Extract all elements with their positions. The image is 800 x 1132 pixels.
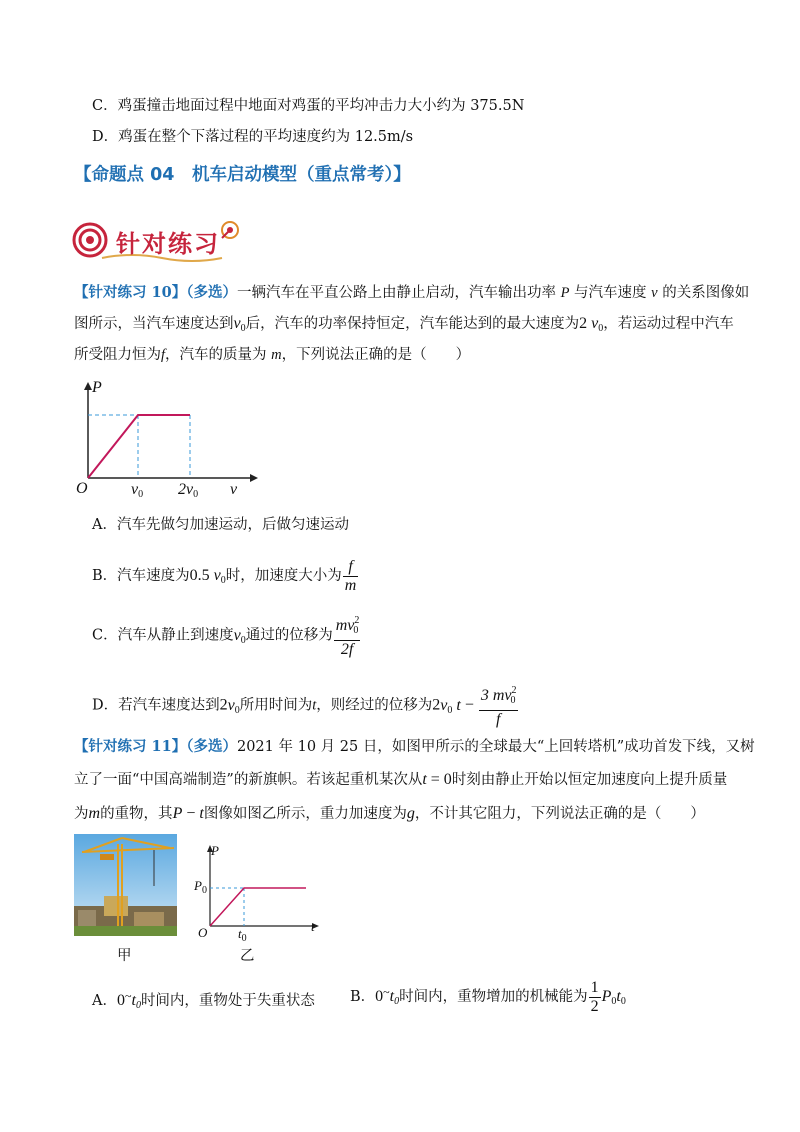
frac-f-over-m: $\frac{f}{m}$: [344, 557, 357, 594]
q11-option-a: A．$0^\sim t_0$时间内，重物处于失重状态: [92, 989, 315, 1011]
q11-line1: [74, 737, 755, 757]
crane-photo: [74, 834, 177, 936]
q11-graph-origin: O: [198, 925, 208, 940]
q10-text: 的关系图像如: [657, 285, 750, 301]
prev-option-d: D．鸡蛋在整个下落过程的平均速度约为 12.5m/s: [92, 129, 414, 145]
q10-option-b: B．汽车速度为0.5 $v_0$时，加速度大小为 $\frac{f}{m}$: [92, 557, 357, 594]
frac-one-half: $\frac{1}{2}$: [590, 978, 599, 1015]
q11-text: 2021 年 10 月 25 日，如图甲所示的全球最大“上回转塔机”成功首发下线，又树: [236, 739, 755, 755]
var-P: P: [560, 285, 570, 301]
q11-option-b: B．$0^\sim t_0$时间内，重物增加的机械能为 $\frac{1}{2}$ $P_0t_0$: [350, 978, 626, 1015]
var-v0: $v_0$: [591, 315, 604, 334]
figure-jia-label: 甲: [117, 948, 132, 964]
q11-line3: 为m的重物，其P − t图像如图乙所示，重力加速度为g，不计其它阻力，下列说法正确的是（ ）: [74, 805, 705, 822]
section-title: 【命题点 04 机车启动模型（重点常考）】: [74, 165, 411, 185]
q10-text: 与汽车速度: [569, 285, 652, 301]
var-f: f: [161, 347, 166, 363]
q10-text: 图所示，当汽车速度达到: [74, 316, 234, 332]
q11-multi: （多选）: [186, 738, 237, 755]
var-v: v: [651, 285, 658, 301]
q11-graph-t0: $t_0$: [238, 926, 247, 944]
q10-multi: （多选）: [186, 284, 237, 301]
q10-graph-tick-v0: $v_0$: [131, 481, 144, 500]
num-2: 2: [579, 315, 588, 332]
q10-text: ，若运动过程中汽车: [603, 316, 734, 332]
q10-line3: [74, 345, 470, 365]
q11-graph-p0: $P_0$: [194, 878, 207, 896]
q10-line1: [74, 283, 749, 303]
frac-mv0sq-over-2f: $\frac{mv^2_0}{2f}$: [334, 612, 361, 659]
q11-graph-xlabel: t: [311, 919, 315, 934]
q11-tag: 【针对练习 11】: [74, 738, 187, 755]
q10-graph-ylabel: P: [92, 379, 102, 396]
figure-yi-label: 乙: [240, 948, 255, 964]
q10-graph-tick-2v0: $2v_0$: [178, 481, 199, 500]
q10-line2: [74, 314, 734, 339]
power-curve: [210, 888, 306, 926]
banner-title: 针对练习: [116, 230, 220, 258]
q10-graph-origin: O: [76, 480, 88, 497]
x-axis-arrow: [250, 474, 258, 482]
q10-text: 一辆汽车在平直公路上由静止启动，汽车输出功率: [236, 285, 561, 301]
frac-3mv0sq-over-f: $\frac{3 mv^2_0}{f}$: [479, 682, 518, 729]
q10-option-c: C．汽车从静止到速度$v_0$通过的位移为 $\frac{mv^2_0}{2f}$: [92, 612, 361, 661]
q10-option-d: D．若汽车速度达到$2v_0$所用时间为t，则经过的位移为$2v_0$ t − $\frac{3 mv^2_0}{f}$: [92, 682, 519, 731]
q10-option-a: A．汽车先做匀加速运动，后做匀速运动: [92, 517, 349, 533]
var-v0: $v_0$: [233, 315, 246, 334]
q10-tag: 【针对练习 10】: [74, 284, 187, 301]
var-m: m: [271, 347, 282, 363]
prev-option-c: C．鸡蛋撞击地面过程中地面对鸡蛋的平均冲击力大小约为 375.5N: [92, 98, 525, 114]
q10-graph-xlabel: v: [230, 481, 238, 498]
power-curve: [88, 415, 190, 478]
q10-text: 所受阻力恒为: [74, 347, 161, 363]
q10-text: ，下列说法正确的是（ ）: [281, 347, 471, 363]
q11-graph-ylabel: P: [211, 843, 219, 858]
q10-text: ，汽车的质量为: [165, 347, 272, 363]
practice-banner: [72, 218, 252, 264]
y-axis-arrow: [84, 382, 92, 390]
q10-text: 后，汽车的功率保持恒定，汽车能达到的最大速度为: [245, 316, 580, 332]
q11-line2: 立了一面“中国高端制造”的新旗帜。若该起重机某次从t = 0时刻由静止开始以恒定加速度向上提升质量: [74, 771, 728, 788]
